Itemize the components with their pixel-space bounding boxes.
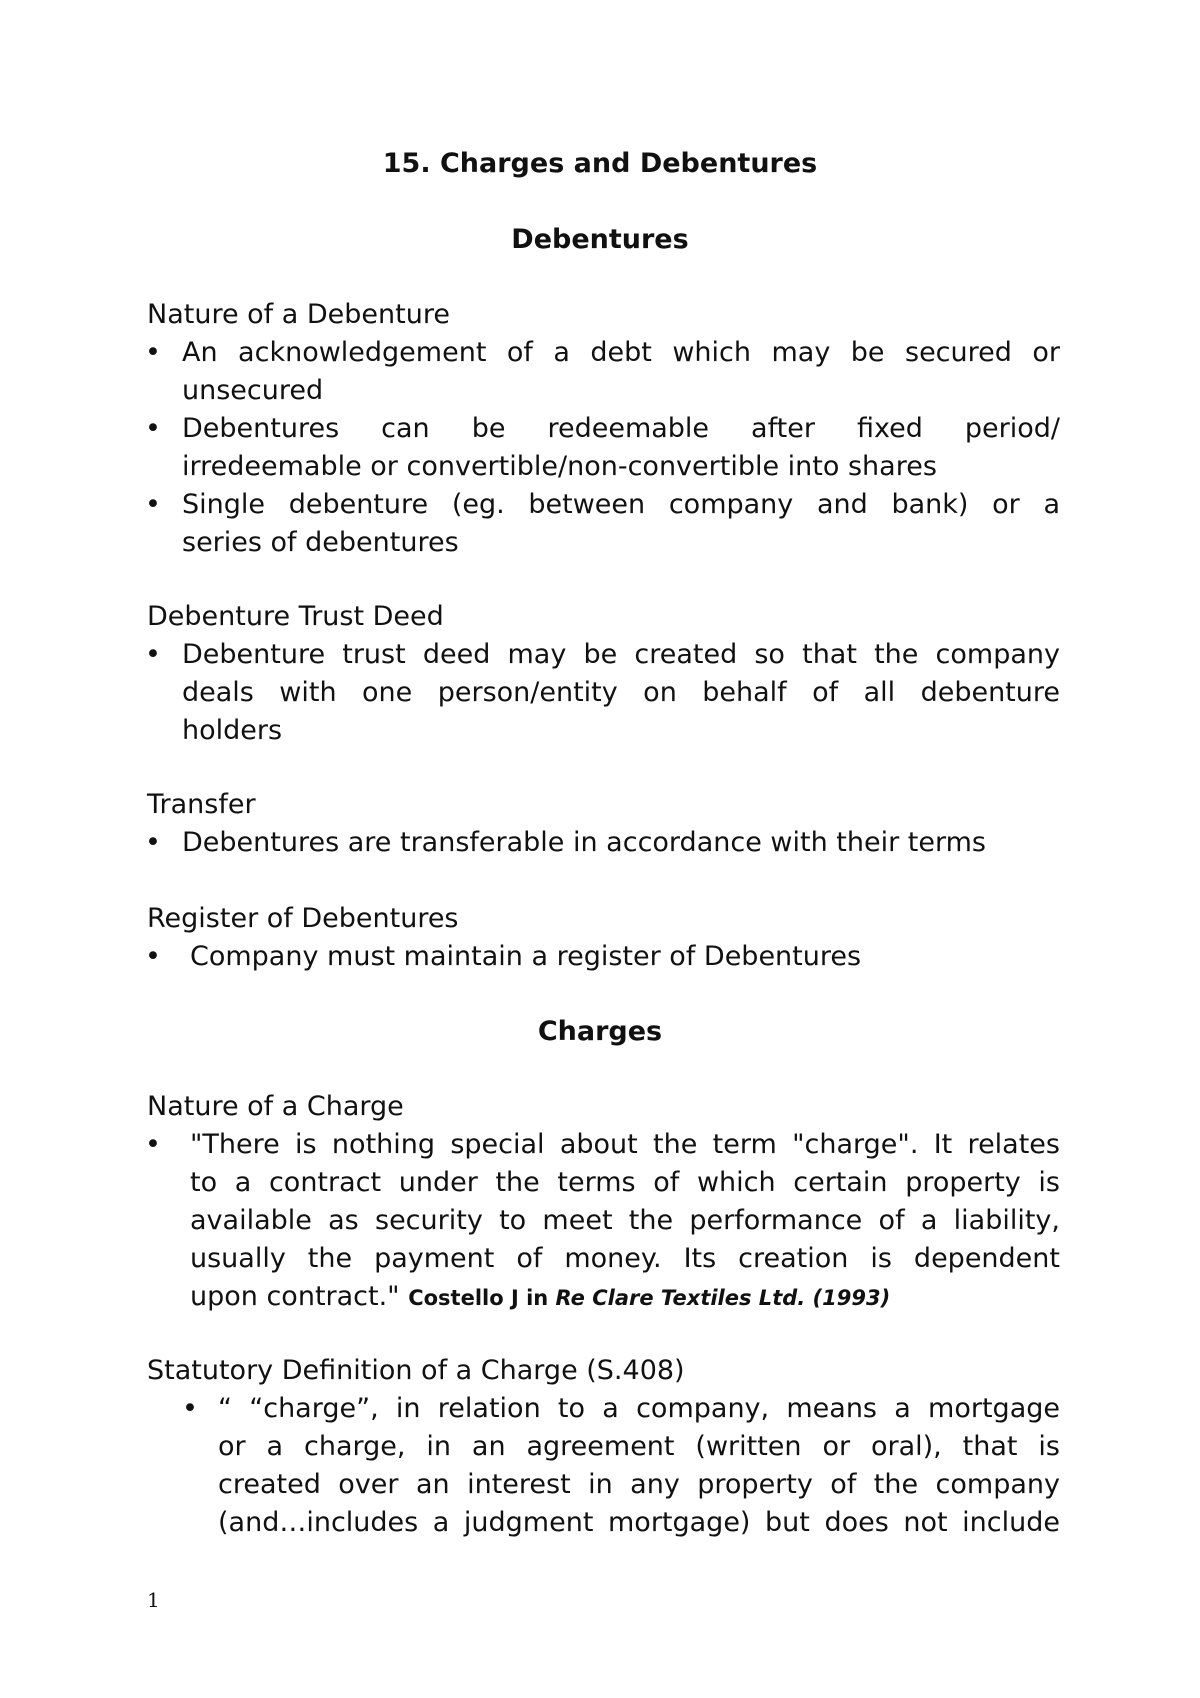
bullet-icon: • xyxy=(145,1129,161,1160)
bullet-icon: • xyxy=(145,639,161,670)
list-item: An acknowledgement of a debt which may be secured or unsecured xyxy=(182,337,1060,406)
document-title: 15. Charges and Debentures xyxy=(382,148,818,179)
bullet-icon: • xyxy=(145,337,161,368)
bullet-icon: • xyxy=(145,941,161,972)
subheading-transfer: Transfer xyxy=(147,789,256,820)
list-item: Single debenture (eg. between company and bank) or a series of debentures xyxy=(182,489,1060,558)
subheading-nature-of-debenture: Nature of a Debenture xyxy=(147,299,450,330)
list-item: Company must maintain a register of Debentures xyxy=(190,941,862,972)
section-heading-debentures: Debentures xyxy=(511,224,689,255)
bullet-icon: • xyxy=(145,827,161,858)
subheading-register: Register of Debentures xyxy=(147,903,459,934)
list-item: “ “charge”, in relation to a company, means a mortgage or a charge, in an agreement (written or oral), that is created over an interest in any property of the company (and…includes a judgment mortgage) but does not include xyxy=(218,1393,1060,1538)
citation: Costello J in Re Clare Textiles Ltd. (1993) xyxy=(408,1286,891,1310)
list-item: Debentures are transferable in accordance with their terms xyxy=(182,827,986,858)
section-heading-charges: Charges xyxy=(537,1016,663,1047)
list-item: Debentures can be redeemable after fixed period/ irredeemable or convertible/non-convertible into shares xyxy=(182,413,1060,482)
subheading-nature-of-charge: Nature of a Charge xyxy=(147,1091,404,1122)
list-item: Debenture trust deed may be created so that the company deals with one person/entity on behalf of all debenture holders xyxy=(182,639,1060,746)
subheading-trust-deed: Debenture Trust Deed xyxy=(147,601,444,632)
subheading-statutory-definition: Statutory Definition of a Charge (S.408) xyxy=(147,1355,685,1386)
bullet-icon: • xyxy=(145,489,161,520)
bullet-icon: • xyxy=(182,1393,198,1424)
bullet-icon: • xyxy=(145,413,161,444)
case-name: Re Clare Textiles Ltd. (1993) xyxy=(555,1286,891,1310)
page-number: 1 xyxy=(147,1588,160,1612)
quotation: "There is nothing special about the term "charge". It relates to a contract under the terms of which certain property is available as security to meet the performance of a liability, usually the payment of money. Its creation is dependent upon contract." Costello J in Re Clare Textiles Ltd. (1993) xyxy=(190,1129,1060,1312)
